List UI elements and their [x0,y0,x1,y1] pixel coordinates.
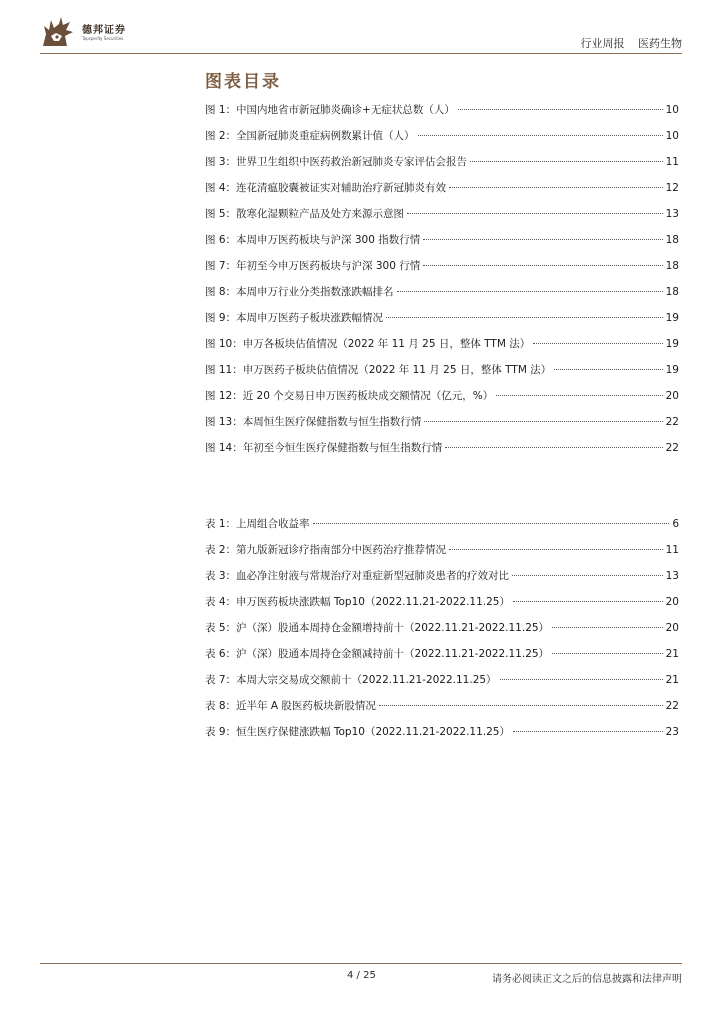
entry-label: 表 9： [205,726,237,738]
dot-leader [449,187,663,188]
table-entry[interactable] [205,673,679,699]
figure-entry[interactable] [205,337,679,363]
entry-title: 本周申万医药板块与沪深 300 指数行情 [236,234,421,246]
entry-page-number: 10 [665,104,679,116]
entry-page-number: 18 [665,234,679,246]
entry-title: 本周申万行业分类指数涨跌幅排名 [236,286,394,298]
entry-page-number: 19 [665,338,679,350]
entry-page-number: 18 [665,260,679,272]
report-type: 行业周报 [580,37,625,50]
header-tags [581,35,683,51]
figure-entry[interactable] [205,207,679,233]
entry-page-number: 13 [665,570,679,582]
figure-entry[interactable] [205,285,679,311]
entry-label: 图 3： [205,156,237,168]
dot-leader [423,265,662,266]
table-entry[interactable] [205,569,679,595]
table-entry[interactable] [205,647,679,673]
entry-page-number: 20 [665,622,679,634]
dot-leader [496,395,662,396]
dot-leader [500,679,663,680]
dot-leader [470,161,663,162]
brand-subtitle: Topsperity Securities [82,36,124,41]
entry-title: 近半年 A 股医药板块新股情况 [236,700,376,712]
toc-title: 图表目录 [205,72,281,92]
table-list [205,517,679,751]
dot-leader [407,213,663,214]
dot-leader [513,601,663,602]
entry-page-number: 12 [665,182,679,194]
entry-page-number: 23 [665,726,679,738]
entry-label: 表 1： [205,518,237,530]
dot-leader [386,317,663,318]
dot-leader [513,731,663,732]
entry-title: 中国内地省市新冠肺炎确诊+无症状总数（人） [236,104,455,116]
dot-leader [449,549,663,550]
header-divider [40,53,682,54]
dot-leader [458,109,663,110]
table-entry[interactable] [205,725,679,751]
figure-entry[interactable] [205,181,679,207]
entry-title: 年初至今申万医药板块与沪深 300 行情 [236,260,421,272]
dot-leader [418,135,663,136]
entry-page-number: 22 [665,416,679,428]
dot-leader [512,575,663,576]
figure-entry[interactable] [205,103,679,129]
entry-label: 图 1： [205,104,237,116]
entry-page-number: 21 [665,648,679,660]
entry-page-number: 20 [665,390,679,402]
dot-leader [552,653,663,654]
dot-leader [379,705,663,706]
entry-page-number: 11 [665,544,679,556]
table-entry[interactable] [205,595,679,621]
entry-page-number: 10 [665,130,679,142]
entry-title: 散寒化湿颗粒产品及处方来源示意图 [236,208,405,220]
dot-leader [554,369,662,370]
entry-title: 血必净注射液与常规治疗对重症新型冠肺炎患者的疗效对比 [236,570,510,582]
entry-title: 第九版新冠诊疗指南部分中医药治疗推荐情况 [236,544,447,556]
dot-leader [445,447,662,448]
dot-leader [552,627,663,628]
entry-title: 申万医药板块涨跌幅 Top10（2022.11.21-2022.11.25） [236,596,510,608]
entry-label: 图 12： [205,390,243,402]
figure-entry[interactable] [205,363,679,389]
entry-label: 图 6： [205,234,237,246]
entry-page-number: 22 [665,700,679,712]
figure-entry[interactable] [205,129,679,155]
dot-leader [313,523,670,524]
entry-page-number: 20 [665,596,679,608]
entry-page-number: 11 [665,156,679,168]
entry-page-number: 6 [672,518,679,530]
deer-head-logo-icon [40,14,76,48]
entry-label: 表 7： [205,674,237,686]
figure-entry[interactable] [205,233,679,259]
sector-name: 医药生物 [638,37,682,50]
dot-leader [423,239,662,240]
entry-label: 图 7： [205,260,237,272]
entry-title: 年初至今恒生医疗保健指数与恒生指数行情 [242,442,443,454]
entry-title: 连花清瘟胶囊被证实对辅助治疗新冠肺炎有效 [236,182,447,194]
entry-label: 表 8： [205,700,237,712]
entry-label: 图 5： [205,208,237,220]
dot-leader [424,421,662,422]
entry-label: 表 6： [205,648,237,660]
entry-label: 表 2： [205,544,237,556]
table-entry[interactable] [205,699,679,725]
entry-label: 图 14： [205,442,243,454]
entry-label: 图 4： [205,182,237,194]
entry-title: 沪（深）股通本周持仓金额增持前十（2022.11.21-2022.11.25） [236,622,550,634]
table-entry[interactable] [205,517,679,543]
brand-name: 德邦证券 [82,25,126,36]
figure-entry[interactable] [205,311,679,337]
entry-title: 本周恒生医疗保健指数与恒生指数行情 [242,416,422,428]
entry-page-number: 22 [665,442,679,454]
entry-label: 图 13： [205,416,243,428]
entry-page-number: 21 [665,674,679,686]
figure-entry[interactable] [205,155,679,181]
entry-page-number: 13 [665,208,679,220]
figure-entry[interactable] [205,389,679,415]
entry-title: 近 20 个交易日申万医药板块成交额情况（亿元，%） [242,390,494,402]
entry-page-number: 19 [665,364,679,376]
entry-label: 图 11： [205,364,243,376]
entry-title: 申万医药子板块估值情况（2022 年 11 月 25 日，整体 TTM 法） [242,364,552,376]
entry-title: 本周申万医药子板块涨跌幅情况 [236,312,384,324]
entry-label: 图 9： [205,312,237,324]
entry-title: 全国新冠肺炎重症病例数累计值（人） [236,130,415,142]
entry-title: 世界卫生组织中医药救治新冠肺炎专家评估会报告 [236,156,468,168]
entry-title: 恒生医疗保健涨跌幅 Top10（2022.11.21-2022.11.25） [236,726,510,738]
figure-entry[interactable] [205,259,679,285]
table-entry[interactable] [205,621,679,647]
dot-leader [533,343,662,344]
entry-label: 表 4： [205,596,237,608]
legal-disclaimer: 请务必阅读正文之后的信息披露和法律声明 [492,974,682,985]
brand-logo [40,14,150,48]
entry-label: 表 3： [205,570,237,582]
page-number: 4 / 25 [347,970,376,981]
entry-title: 本周大宗交易成交额前十（2022.11.21-2022.11.25） [236,674,497,686]
table-entry[interactable] [205,543,679,569]
footer-divider [40,963,682,964]
entry-label: 图 2： [205,130,237,142]
dot-leader [397,291,663,292]
entry-label: 图 10： [205,338,243,350]
entry-label: 图 8： [205,286,237,298]
entry-title: 上周组合收益率 [236,518,310,530]
entry-label: 表 5： [205,622,237,634]
entry-page-number: 18 [665,286,679,298]
entry-title: 沪（深）股通本周持仓金额减持前十（2022.11.21-2022.11.25） [236,648,550,660]
entry-page-number: 19 [665,312,679,324]
figure-entry[interactable] [205,415,679,441]
figure-list [205,103,679,467]
figure-entry[interactable] [205,441,679,467]
entry-title: 申万各板块估值情况（2022 年 11 月 25 日，整体 TTM 法） [242,338,531,350]
